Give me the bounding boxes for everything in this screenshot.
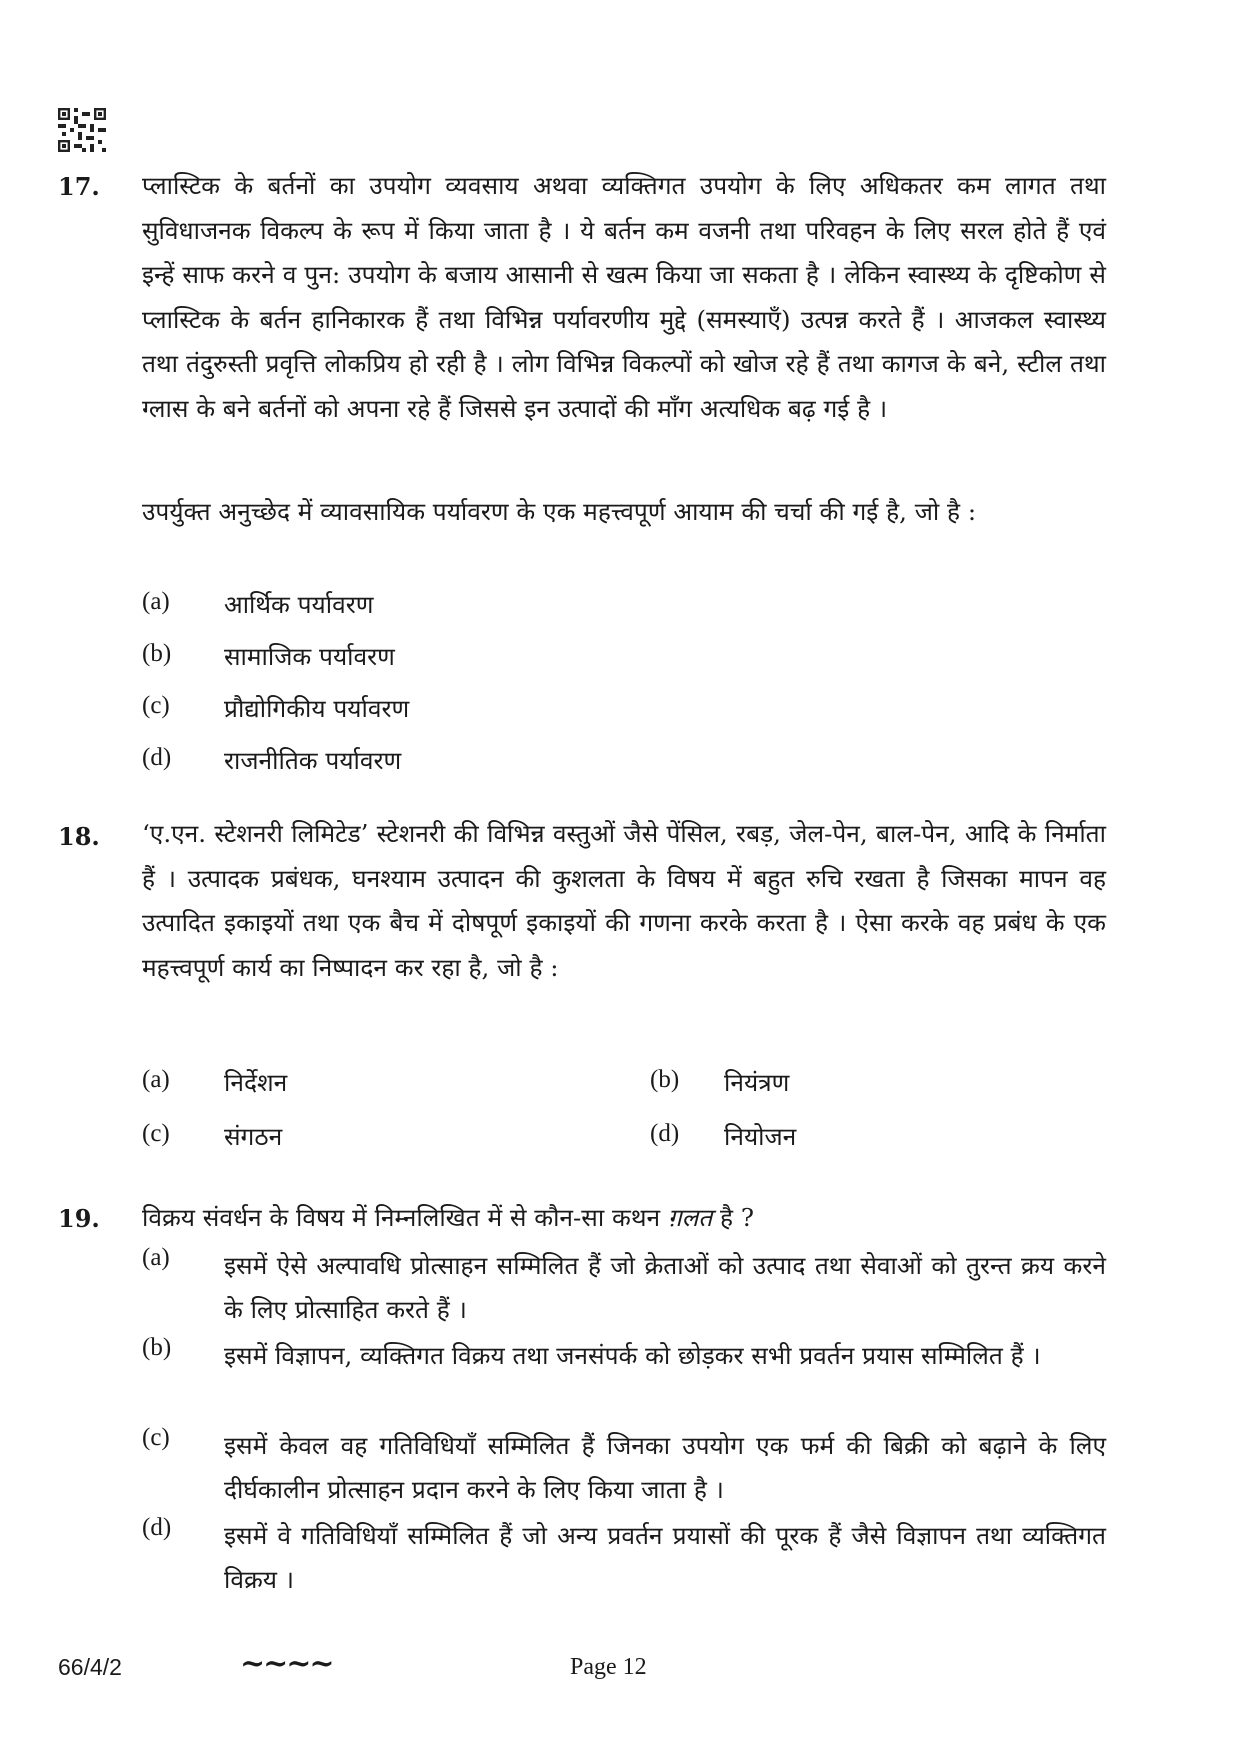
question-number: 18. — [58, 822, 100, 851]
paper-code: 66/4/2 — [58, 1654, 122, 1680]
option-text: सामाजिक पर्यावरण — [224, 642, 395, 671]
question-number: 19. — [58, 1204, 100, 1233]
option-label: (b) — [142, 1334, 172, 1361]
option-text: निर्देशन — [224, 1068, 288, 1097]
option-text: प्रौद्योगिकीय पर्यावरण — [224, 694, 410, 723]
stem-text: विक्रय संवर्धन के विषय में निम्नलिखित में से कौन-सा कथन — [142, 1203, 668, 1232]
page-number: Page 12 — [570, 1654, 647, 1680]
question-number: 17. — [58, 172, 100, 201]
option-text: नियोजन — [724, 1122, 797, 1151]
question-stem — [142, 1196, 1106, 1241]
option-label: (d) — [650, 1120, 680, 1147]
option-text: राजनीतिक पर्यावरण — [224, 746, 402, 775]
option-text: इसमें विज्ञापन, व्यक्तिगत विक्रय तथा जनसंपर्क को छोड़कर सभी प्रवर्तन प्रयास सम्मिलित हैं । — [224, 1341, 1041, 1370]
option-label: (a) — [142, 1066, 170, 1093]
option-label: (c) — [142, 1120, 170, 1147]
option-text: इसमें वे गतिविधियाँ सम्मिलित हैं जो अन्य प्रवर्तन प्रयासों की पूरक हैं जैसे विज्ञापन तथा व्यक्तिगत विक्रय । — [224, 1521, 1106, 1594]
question-stem: उपर्युक्त अनुच्छेद में व्यावसायिक पर्यावरण के एक महत्त्वपूर्ण आयाम की चर्चा की गई है, जो है : — [142, 497, 977, 526]
stem-text-end: है ? — [712, 1203, 754, 1232]
question-passage: ‘ए.एन. स्टेशनरी लिमिटेड’ स्टेशनरी की विभिन्न वस्तुओं जैसे पेंसिल, रबड़, जेल-पेन, बाल-पेन, आदि के निर्माता हैं । उत्पादक प्रबंधक, घनश्याम उत्पादन की कुशलता के विषय में बहुत रुचि रखता है जिसका मापन वह उत्पादित इकाइयों तथा एक बैच में दोषपूर्ण इकाइयों की गणना करके करता है । ऐसा करके वह प्रबंध के एक महत्त्वपूर्ण कार्य का निष्पादन कर रहा है, जो है : — [142, 819, 1107, 982]
footer-ornament: ~~~~ — [240, 1646, 333, 1681]
option-label: (c) — [142, 1424, 170, 1451]
option-label: (a) — [142, 588, 170, 615]
stem-emphasis: ग़लत — [667, 1203, 713, 1232]
option-text: इसमें ऐसे अल्पावधि प्रोत्साहन सम्मिलित हैं जो क्रेताओं को उत्पाद तथा सेवाओं को तुरन्त क्रय करने के लिए प्रोत्साहित करते हैं । — [224, 1251, 1106, 1324]
qr-code-icon — [58, 108, 106, 152]
option-label: (a) — [142, 1244, 170, 1271]
option-label: (b) — [142, 640, 172, 667]
option-text: संगठन — [224, 1122, 283, 1151]
option-text: इसमें केवल वह गतिविधियाँ सम्मिलित हैं जिनका उपयोग एक फर्म की बिक्री को बढ़ाने के लिए दीर्घकालीन प्रोत्साहन प्रदान करने के लिए किया जाता है । — [224, 1431, 1106, 1504]
question-passage: प्लास्टिक के बर्तनों का उपयोग व्यवसाय अथवा व्यक्तिगत उपयोग के लिए अधिकतर कम लागत तथा सुविधाजनक विकल्प के रूप में किया जाता है । ये बर्तन कम वजनी तथा परिवहन के लिए सरल होते हैं एवं इन्हें साफ करने व पुन: उपयोग के बजाय आसानी से खत्म किया जा सकता है । लेकिन स्वास्थ्य के दृष्टिकोण से प्लास्टिक के बर्तन हानिकारक हैं तथा विभिन्न पर्यावरणीय मुद्दे (समस्याएँ) उत्पन्न करते हैं । आजकल स्वास्थ्य तथा तंदुरुस्ती प्रवृत्ति लोकप्रिय हो रही है । लोग विभिन्न विकल्पों को खोज रहे हैं तथा कागज के बने, स्टील तथा ग्लास के बने बर्तनों को अपना रहे हैं जिससे इन उत्पादों की माँग अत्यधिक बढ़ गई है । — [142, 171, 1106, 423]
option-label: (d) — [142, 1514, 172, 1541]
option-label: (c) — [142, 692, 170, 719]
option-text: आर्थिक पर्यावरण — [224, 590, 374, 619]
option-label: (b) — [650, 1066, 680, 1093]
option-text: नियंत्रण — [724, 1068, 790, 1097]
option-label: (d) — [142, 744, 172, 771]
